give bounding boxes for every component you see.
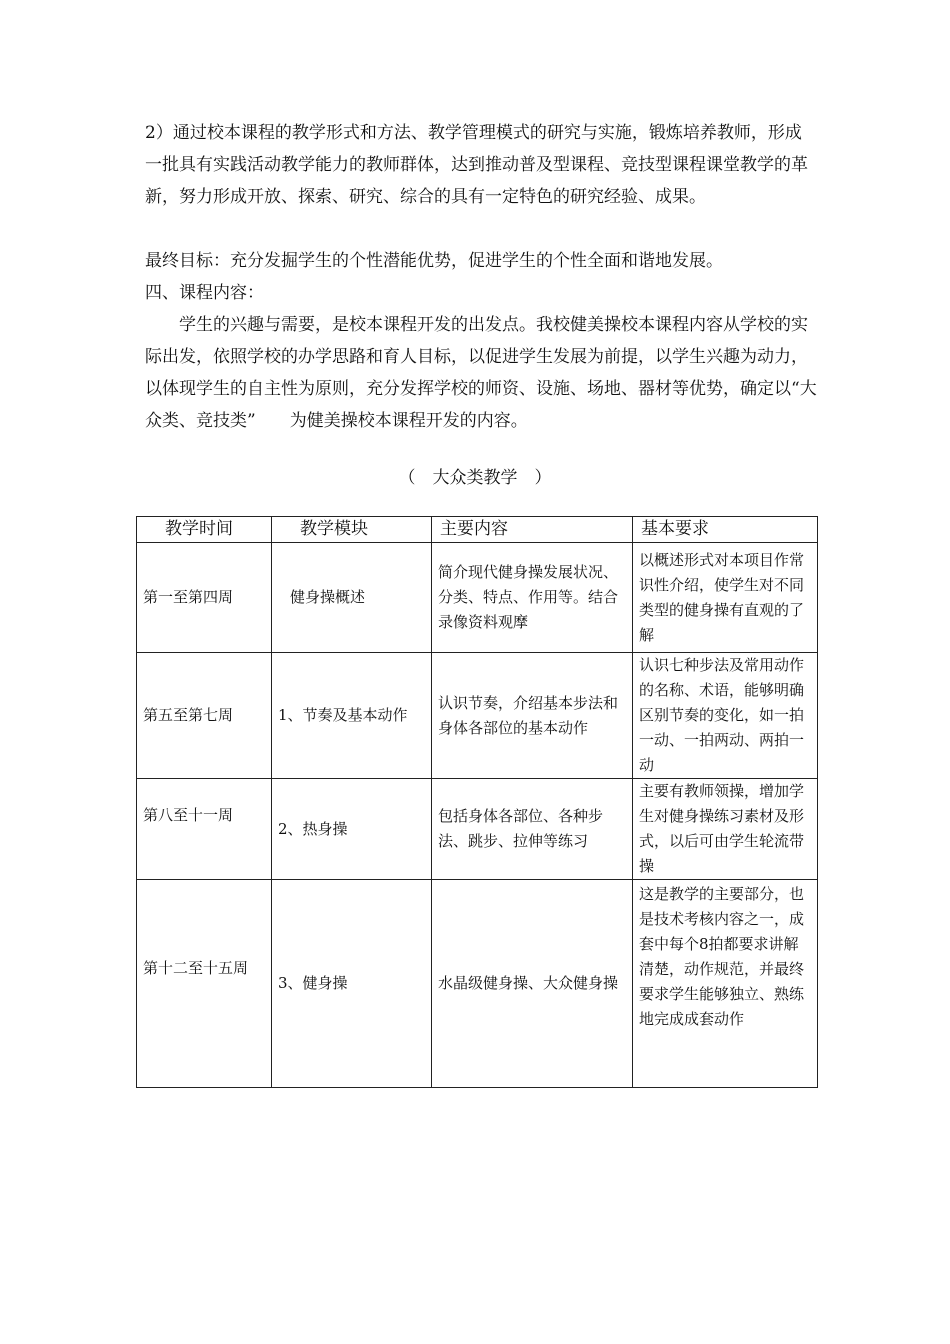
cell-requirement: 认识七种步法及常用动作的名称、术语，能够明确区别节奏的变化，如一拍一动、一拍两动、两拍一动 [633, 653, 818, 779]
table-row [137, 779, 818, 880]
cell-module: 2、热身操 [272, 779, 432, 880]
cell-time: 第五至第七周 [137, 653, 272, 779]
cell-time: 第十二至十五周 [137, 880, 272, 1088]
table-row [137, 653, 818, 779]
header-module: 教学模块 [272, 517, 432, 543]
cell-module: 1、节奏及基本动作 [272, 653, 432, 779]
cell-content: 简介现代健身操发展状况、分类、特点、作用等。结合录像资料观摩 [432, 543, 633, 653]
cell-content: 认识节奏，介绍基本步法和身体各部位的基本动作 [432, 653, 633, 779]
cell-content: 水晶级健身操、大众健身操 [432, 880, 633, 1088]
cell-requirement: 这是教学的主要部分，也是技术考核内容之一，成套中每个8拍都要求讲解清楚，动作规范，并最终要求学生能够独立、熟练地完成成套动作 [633, 880, 818, 1088]
table-row [137, 543, 818, 653]
header-requirement: 基本要求 [633, 517, 818, 543]
table-header-row [137, 517, 818, 543]
cell-time: 第八至十一周 [137, 779, 272, 880]
header-content: 主要内容 [432, 517, 633, 543]
cell-module: 3、健身操 [272, 880, 432, 1088]
table-row [137, 880, 818, 1088]
table-caption: （ 大众类教学 ） [398, 468, 552, 488]
cell-requirement: 以概述形式对本项目作常识性介绍，使学生对不同类型的健身操有直观的了解 [633, 543, 818, 653]
cell-requirement: 主要有教师领操，增加学生对健身操练习素材及形式，以后可由学生轮流带操 [633, 779, 818, 880]
cell-time: 第一至第四周 [137, 543, 272, 653]
course-content-paragraph: 学生的兴趣与需要，是校本课程开发的出发点。我校健美操校本课程内容从学校的实际出发，依照学校的办学思路和育人目标，以促进学生发展为前提，以学生兴趣为动力，以体现学生的自主性为原则，充分发挥学校的师资、设施、场地、器材等优势，确定以“大众类、竞技类” 为健美操校本课程开发的内容。 [145, 315, 817, 431]
section-heading: 四、课程内容： [145, 283, 264, 303]
objective-paragraph: 2）通过校本课程的教学形式和方法、教学管理模式的研究与实施，锻炼培养教师，形成一批具有实践活动教学能力的教师群体，达到推动普及型课程、竞技型课程课堂教学的革新，努力形成开放、探索、研究、综合的具有一定特色的研究经验、成果。 [145, 123, 808, 207]
cell-content: 包括身体各部位、各种步法、跳步、拉伸等练习 [432, 779, 633, 880]
final-goal-paragraph: 最终目标：充分发掘学生的个性潜能优势，促进学生的个性全面和谐地发展。 [145, 251, 723, 271]
cell-module: 健身操概述 [272, 543, 432, 653]
header-time: 教学时间 [137, 517, 272, 543]
teaching-plan-table [136, 516, 818, 1088]
